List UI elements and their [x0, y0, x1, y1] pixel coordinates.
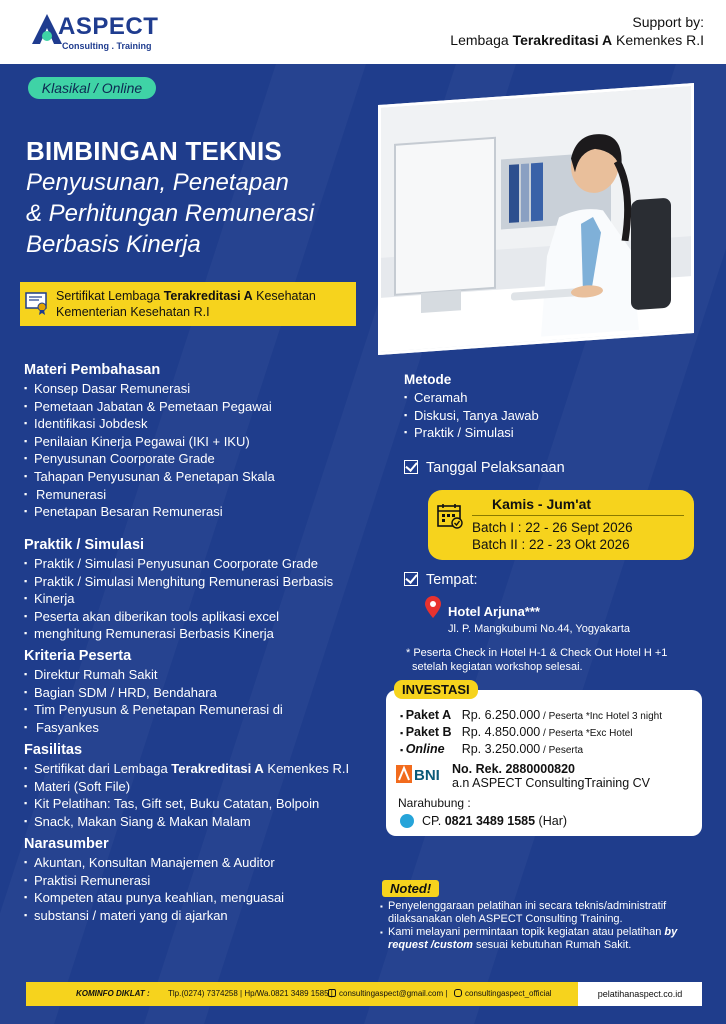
list-item: ▪ Praktik / Simulasi Menghitung Remunerasi Berbasis: [24, 573, 374, 591]
list-item: ▪ Snack, Makan Siang & Makan Malam: [24, 813, 384, 831]
list-item-continuation: ▪ Remunerasi: [24, 486, 374, 504]
tempat-label: Tempat:: [404, 572, 478, 588]
logo-word: ASPECT: [58, 13, 159, 40]
phone-icon: [400, 814, 414, 828]
checkbox-icon: [404, 460, 418, 474]
footer-label: KOMINFO DIKLAT :: [76, 989, 150, 998]
title-line-2: & Perhitungan Remunerasi: [26, 200, 315, 227]
location-pin-icon: [425, 596, 441, 618]
package-row: ▪ Online Rp. 3.250.000 / Peserta: [400, 742, 584, 756]
aspect-logo: [30, 10, 170, 54]
list-item: ▪ Identifikasi Jobdesk: [24, 415, 374, 433]
doctor-at-desk-illustration: [381, 86, 694, 355]
section-praktik: [24, 537, 374, 643]
account-name: a.n ASPECT ConsultingTraining CV: [452, 776, 651, 790]
account-number: No. Rek. 2880000820: [452, 762, 576, 776]
list-item: ▪ Penetapan Besaran Remunerasi: [24, 503, 374, 521]
title-line-1: Penyusunan, Penetapan: [26, 169, 289, 196]
list-item: ▪ Peserta akan diberikan tools aplikasi excel: [24, 608, 374, 626]
list-item: ▪ Praktik / Simulasi: [404, 424, 704, 442]
logo-subtitle: Consulting . Training: [62, 41, 152, 51]
calendar-icon: [436, 502, 464, 530]
page-title: [26, 136, 314, 260]
footer-phones: Tlp.(0274) 7374258 | Hp/Wa.0821 3489 1585 |: [168, 989, 333, 998]
contact-phone: CP. 0821 3489 1585 (Har): [400, 814, 567, 828]
list-item-continuation: ▪ Kinerja: [24, 590, 374, 608]
list-item: ▪ Materi (Soft File): [24, 778, 384, 796]
praktik-heading: Praktik / Simulasi: [24, 537, 145, 553]
date-box: [428, 490, 694, 560]
list-item: ▪ Tahapan Penyusunan & Penetapan Skala: [24, 468, 374, 486]
list-item: ▪ Kompeten atau punya keahlian, menguasai: [24, 889, 374, 907]
kriteria-heading: Kriteria Peserta: [24, 648, 132, 664]
narasumber-heading: Narasumber: [24, 836, 109, 852]
main-panel: [0, 64, 726, 1024]
noted-tag: Noted!: [382, 880, 439, 897]
list-item: ▪ Pemetaan Jabatan & Pemetaan Pegawai: [24, 398, 374, 416]
list-item: ▪ Ceramah: [404, 389, 704, 407]
checkin-note: * Peserta Check in Hotel H-1 & Check Out Hotel H +1 setelah kegiatan workshop selesai.: [406, 647, 668, 673]
footer-bar: [26, 982, 702, 1006]
package-row: ▪ Paket B Rp. 4.850.000 / Peserta *Exc Hotel: [400, 725, 633, 739]
list-item: ▪ Penyelenggaraan pelatihan ini secara teknis/administratif dilaksanakan oleh ASPECT Consulting Training.: [380, 900, 700, 926]
format-badge: Klasikal / Online: [28, 77, 156, 99]
noted-list: [380, 900, 700, 952]
bni-logo: [396, 764, 446, 784]
list-item: ▪ Praktisi Remunerasi: [24, 872, 374, 890]
support-label: Support by:: [632, 14, 704, 30]
certificate-text: Sertifikat Lembaga Terakreditasi A Kesehatan Kementerian Kesehatan R.I: [56, 289, 316, 319]
investasi-tag: INVESTASI: [394, 680, 478, 699]
batch-1: Batch I : 22 - 26 Sept 2026: [472, 520, 633, 535]
email-icon: [328, 989, 336, 997]
tanggal-label: Tanggal Pelaksanaan: [404, 460, 565, 476]
instagram-icon: [454, 989, 462, 997]
title-line-3: Berbasis Kinerja: [26, 231, 201, 258]
certificate-banner: [20, 282, 356, 326]
doctor-photo: [378, 83, 694, 355]
batch-2: Batch II : 22 - 23 Okt 2026: [472, 537, 630, 552]
bank-account: [452, 762, 650, 790]
metode-heading: Metode: [404, 372, 452, 387]
header: [0, 0, 726, 64]
fasilitas-heading: Fasilitas: [24, 742, 83, 758]
title-main: BIMBINGAN TEKNIS: [26, 136, 282, 166]
list-item: ▪ Praktik / Simulasi Penyusunan Coorporate Grade: [24, 555, 374, 573]
list-item: ▪ Sertifikat dari Lembaga Terakreditasi A Kemenkes R.I: [24, 760, 384, 778]
list-item: ▪ Penyusunan Coorporate Grade: [24, 450, 374, 468]
contact-label: Narahubung :: [398, 796, 471, 810]
section-fasilitas: [24, 742, 384, 830]
section-metode: [404, 372, 704, 442]
list-item: ▪ Kami melayani permintaan topik kegiatan atau pelatihan by request /custom sesuai kebutuhan Rumah Sakit.: [380, 926, 700, 952]
footer-email: consultingaspect@gmail.com |: [328, 989, 447, 998]
section-narasumber: [24, 836, 374, 924]
package-row: ▪ Paket A Rp. 6.250.000 / Peserta *Inc Hotel 3 night: [400, 708, 662, 722]
list-item-continuation: ▪ menghitung Remunerasi Berbasis Kinerja: [24, 625, 374, 643]
list-item: ▪ Penilaian Kinerja Pegawai (IKI + IKU): [24, 433, 374, 451]
hotel-name: Hotel Arjuna***: [448, 604, 540, 619]
list-item: ▪ Tim Penyusun & Penetapan Remunerasi di: [24, 701, 374, 719]
list-item: ▪ Bagian SDM / HRD, Bendahara: [24, 684, 374, 702]
date-days: Kamis - Jum'at: [492, 496, 592, 512]
section-materi: [24, 362, 374, 521]
checkbox-icon: [404, 572, 418, 586]
svg-text:BNI: BNI: [414, 767, 440, 784]
footer-instagram: consultingaspect_official: [454, 989, 552, 998]
support-by: [450, 14, 704, 48]
footer-website[interactable]: pelatihanaspect.co.id: [578, 982, 702, 1006]
section-kriteria: [24, 648, 374, 736]
list-item: ▪ Direktur Rumah Sakit: [24, 666, 374, 684]
divider: [472, 515, 684, 516]
list-item-continuation: ▪ Fasyankes: [24, 719, 374, 737]
hotel-info: [448, 604, 630, 635]
list-item-continuation: ▪ substansi / materi yang di ajarkan: [24, 907, 374, 925]
support-org: Lembaga Terakreditasi A Kemenkes R.I: [450, 32, 704, 48]
list-item: ▪ Diskusi, Tanya Jawab: [404, 407, 704, 425]
list-item: ▪ Kit Pelatihan: Tas, Gift set, Buku Catatan, Bolpoin: [24, 795, 384, 813]
investment-box: [386, 682, 702, 836]
list-item: ▪ Akuntan, Konsultan Manajemen & Auditor: [24, 854, 374, 872]
certificate-icon: [24, 290, 50, 316]
list-item: ▪ Konsep Dasar Remunerasi: [24, 380, 374, 398]
hotel-address: Jl. P. Mangkubumi No.44, Yogyakarta: [448, 623, 631, 635]
materi-heading: Materi Pembahasan: [24, 362, 161, 378]
